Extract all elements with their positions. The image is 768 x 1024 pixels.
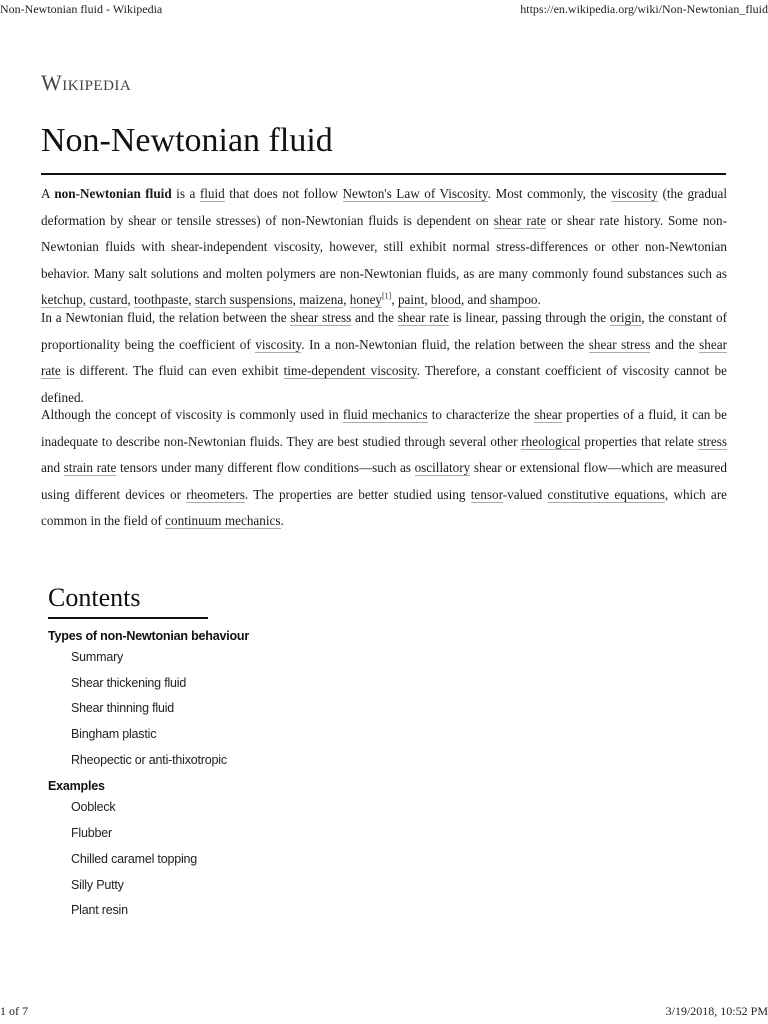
link-tensor[interactable]: tensor bbox=[470, 486, 503, 502]
link-honey[interactable]: honey bbox=[349, 292, 383, 307]
link-origin[interactable]: origin bbox=[609, 310, 642, 325]
link-strain-rate[interactable]: strain rate bbox=[63, 460, 117, 475]
link-rheometers[interactable]: rheometers bbox=[186, 486, 245, 502]
link-viscosity[interactable]: viscosity bbox=[255, 336, 302, 352]
link-starch-suspensions[interactable]: starch suspensions bbox=[194, 292, 293, 307]
newtonian-paragraph: In a Newtonian fluid, the relation between the shear stress and the shear rate is linear, passing through the origin, the constant of proportionality being the coefficient of viscosity. In a non-Newtonian fluid, the relation between the shear stress and the shear rate is different. The fluid can even exhibit time-dependent viscosity. Therefore, a constant coefficient of viscosity cannot be defined. bbox=[41, 310, 727, 405]
link-shear-stress[interactable]: shear stress bbox=[290, 310, 352, 325]
link-stress[interactable]: stress bbox=[697, 433, 727, 449]
intro-paragraph: A non-Newtonian fluid is a fluid that does not follow Newton's Law of Viscosity. Most commonly, the viscosity (the gradual deformation by shear or tensile stresses) of non-Newtonian fluids is dependent on shear rate or shear rate history. Some non-Newtonian fluids with shear-independent viscosity, however, still exhibit normal stress-differences or other non-Newtonian behavior. Many salt solutions and molten polymers are non-Newtonian fluids, as are many commonly found substances such as ketchup, custard, toothpaste, starch suspensions, maizena, honey[1], paint, blood, and shampoo. bbox=[41, 186, 728, 307]
link-fluid[interactable]: fluid bbox=[199, 186, 225, 201]
link-viscosity[interactable]: viscosity bbox=[611, 186, 658, 201]
toc-item-silly-putty[interactable]: Silly Putty bbox=[71, 877, 124, 892]
page-number: 1 of 7 bbox=[0, 1004, 28, 1018]
toc-item-shear-thickening[interactable]: Shear thickening fluid bbox=[71, 675, 187, 690]
link-paint[interactable]: paint bbox=[397, 292, 425, 307]
link-shear-rate[interactable]: shear rate bbox=[397, 310, 450, 325]
title-divider bbox=[41, 173, 726, 175]
toc-list-types bbox=[48, 645, 348, 773]
wikipedia-logo[interactable]: Wikipedia bbox=[41, 70, 132, 95]
link-continuum-mechanics[interactable]: continuum mechanics bbox=[165, 513, 281, 528]
link-blood[interactable]: blood bbox=[430, 292, 461, 307]
citation-1[interactable]: [1] bbox=[382, 291, 392, 301]
table-of-contents bbox=[48, 583, 348, 924]
link-time-dependent-viscosity[interactable]: time-dependent viscosity bbox=[283, 363, 417, 378]
link-maizena[interactable]: maizena bbox=[299, 292, 344, 307]
toc-title: Contents bbox=[48, 583, 141, 612]
toc-section-types[interactable]: Types of non-Newtonian behaviour bbox=[48, 629, 250, 643]
link-fluid-mechanics[interactable]: fluid mechanics bbox=[342, 407, 428, 422]
toc-item-summary[interactable]: Summary bbox=[71, 650, 124, 664]
print-header-url: https://en.wikipedia.org/wiki/Non-Newtonian_fluid bbox=[520, 2, 768, 16]
link-constitutive-equations[interactable]: constitutive equations bbox=[547, 486, 665, 502]
toc-item-caramel-topping[interactable]: Chilled caramel topping bbox=[71, 851, 198, 866]
link-shear-rate[interactable]: shear rate bbox=[41, 336, 727, 378]
toc-list-examples bbox=[48, 795, 348, 923]
link-oscillatory[interactable]: oscillatory bbox=[414, 460, 471, 475]
link-shear-stress[interactable]: shear stress bbox=[588, 336, 651, 352]
toc-item-bingham-plastic[interactable]: Bingham plastic bbox=[71, 727, 157, 742]
print-header-title: Non-Newtonian fluid - Wikipedia bbox=[0, 2, 163, 16]
rheology-paragraph: Although the concept of viscosity is commonly used in fluid mechanics to characterize the shear properties of a fluid, it can be inadequate to describe non-Newtonian fluids. They are best studied through several other rheological properties that relate stress and strain rate tensors under many different flow conditions—such as oscillatory shear or extensional flow—which are measured using different devices or rheometers. The properties are better studied using tensor-valued constitutive equations, which are common in the field of continuum mechanics. bbox=[41, 407, 728, 528]
page-title: Non-Newtonian fluid bbox=[41, 122, 333, 159]
link-ketchup[interactable]: ketchup bbox=[41, 292, 83, 307]
print-timestamp: 3/19/2018, 10:52 PM bbox=[665, 1004, 768, 1018]
toc-item-plant-resin[interactable]: Plant resin bbox=[71, 903, 128, 918]
toc-item-rheopectic[interactable]: Rheopectic or anti-thixotropic bbox=[71, 752, 227, 767]
link-rheological[interactable]: rheological bbox=[521, 433, 581, 449]
link-shampoo[interactable]: shampoo bbox=[489, 292, 538, 307]
link-custard[interactable]: custard bbox=[89, 292, 128, 307]
toc-item-oobleck[interactable]: Oobleck bbox=[71, 800, 116, 815]
bold-term: non-Newtonian fluid bbox=[54, 186, 172, 201]
link-shear-rate[interactable]: shear rate bbox=[493, 212, 547, 228]
link-newtons-law[interactable]: Newton's Law of Viscosity bbox=[342, 186, 488, 201]
link-shear[interactable]: shear bbox=[534, 407, 563, 422]
toc-item-flubber[interactable]: Flubber bbox=[71, 826, 112, 841]
toc-item-shear-thinning[interactable]: Shear thinning fluid bbox=[71, 701, 175, 716]
toc-divider bbox=[48, 617, 208, 619]
toc-section-examples[interactable]: Examples bbox=[48, 779, 105, 794]
link-toothpaste[interactable]: toothpaste bbox=[134, 292, 189, 307]
